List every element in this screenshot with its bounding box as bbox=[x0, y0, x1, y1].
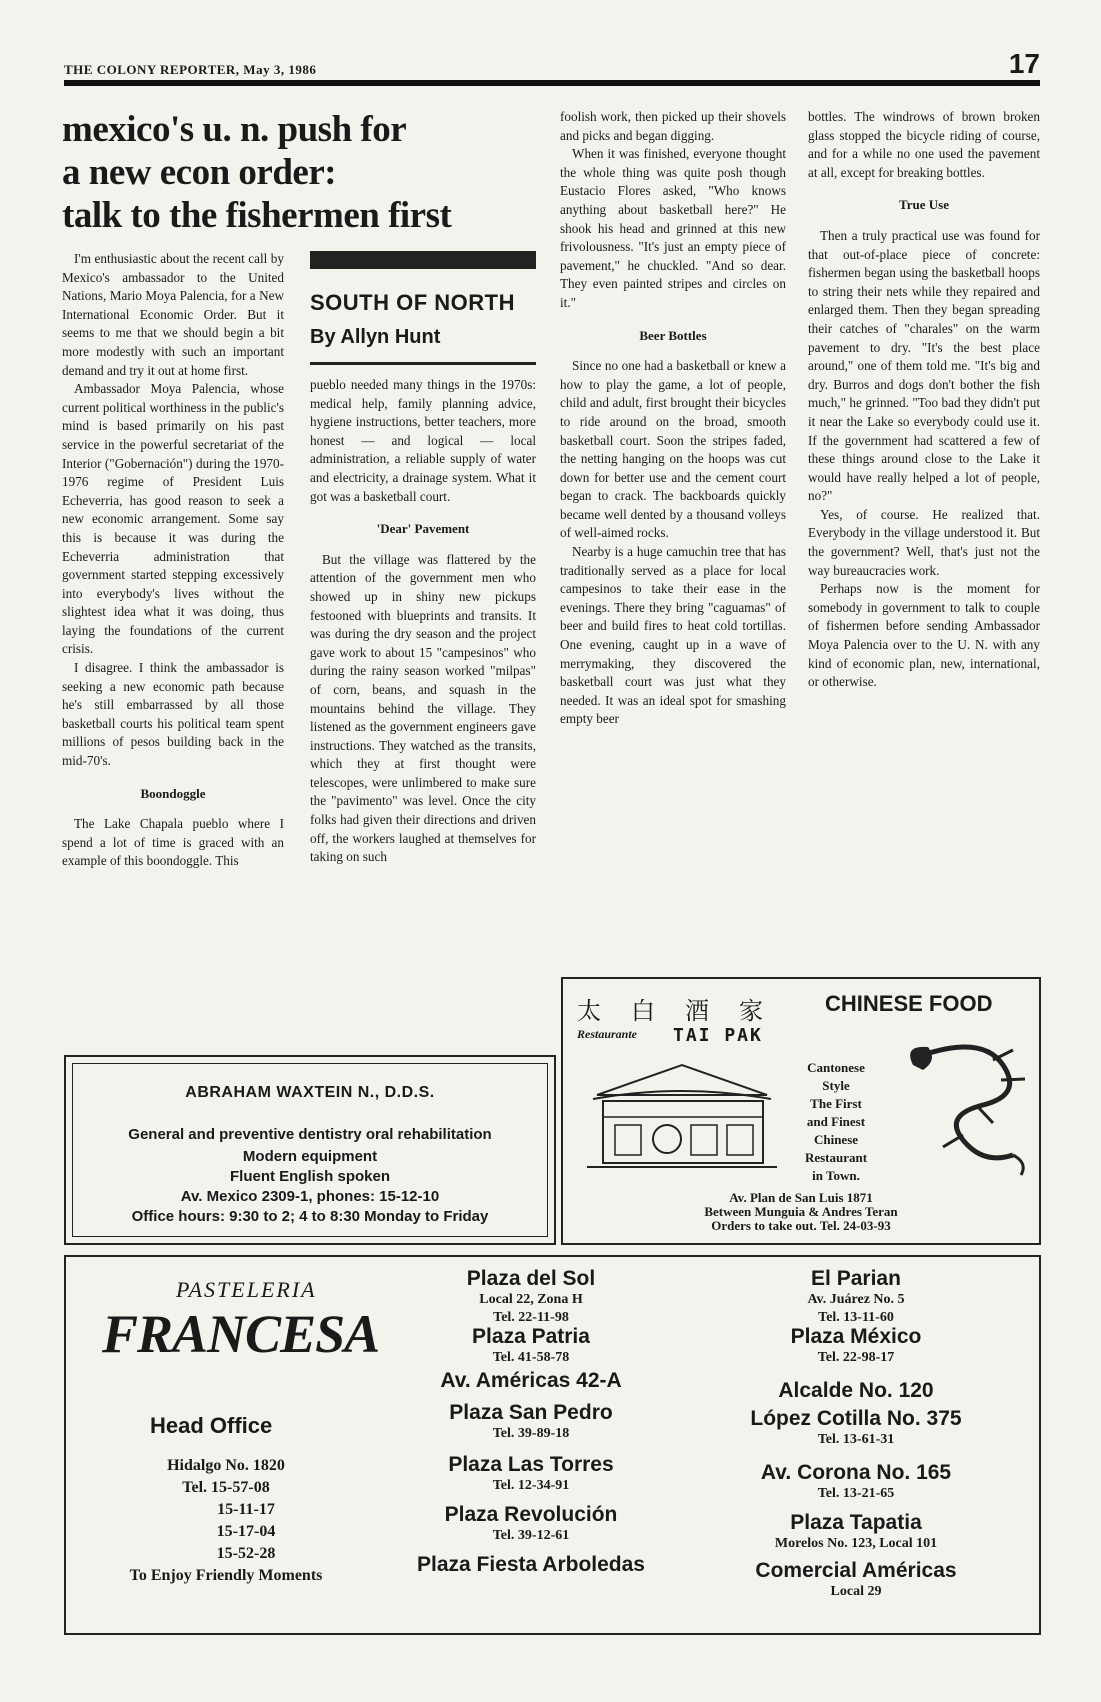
store-detail: Tel. 13-61-31 bbox=[817, 1432, 895, 1447]
store-detail: Tel. 22-11-98 bbox=[493, 1310, 569, 1325]
address-line: Tel. 15-57-08 bbox=[182, 1479, 270, 1496]
head-office-address bbox=[106, 1455, 346, 1587]
store-location bbox=[696, 1407, 1016, 1449]
paragraph: The Lake Chapala pueblo where I spend a lot of time is graced with an example of this boondoggle. This bbox=[62, 816, 284, 869]
restaurant-address bbox=[563, 1191, 1039, 1233]
subhead: Beer Bottles bbox=[639, 327, 707, 343]
column-header-bar bbox=[310, 251, 536, 269]
store-name: Plaza del Sol bbox=[466, 1267, 596, 1290]
desc-line: Style bbox=[822, 1078, 850, 1093]
store-detail: Local 22, Zona H bbox=[479, 1292, 583, 1307]
subhead: Boondoggle bbox=[140, 785, 206, 801]
chinese-characters: 太白酒家 bbox=[577, 997, 793, 1025]
paragraph: Then a truly practical use was found for that out-of-place piece of concrete: fishermen began using the basketball hoops to string their nets while they repaired and enlarged them. Then they began spreading their catches of "charales" on the warm pavement to dry. "It's the best place around," one of them told me. "It's big and dry. Burros and dogs don't bother the fish much," he grinned. "Too bad they didn't put it near the Lake so everybody could use it. If the government had scattered a few of these things around close to the Lake it would have really helped a lot of people, no?" bbox=[808, 227, 1040, 504]
store-name: Plaza Revolución bbox=[444, 1503, 618, 1526]
store-location bbox=[696, 1267, 1016, 1327]
dentist-line: Av. Mexico 2309-1, phones: 15-12-10 bbox=[180, 1188, 440, 1205]
article-column-4 bbox=[808, 108, 1040, 692]
dragon-illustration bbox=[893, 1035, 1033, 1185]
store-name: Plaza Tapatia bbox=[790, 1511, 922, 1534]
dentist-ad-inner-border bbox=[72, 1063, 548, 1237]
store-location bbox=[696, 1511, 1016, 1553]
store-name: El Parian bbox=[811, 1267, 901, 1290]
store-location bbox=[386, 1267, 676, 1327]
head-office-title: Head Office bbox=[150, 1413, 273, 1438]
store-location bbox=[696, 1325, 1016, 1367]
paragraph: Yes, of course. He realized that. Everybody in the village understood it. But the government? Well, that's just not the way bureaucracies work. bbox=[808, 506, 1040, 578]
store-detail: Av. Juárez No. 5 bbox=[807, 1292, 905, 1307]
store-location bbox=[386, 1553, 676, 1577]
store-name: Alcalde No. 120 bbox=[778, 1379, 934, 1402]
store-location bbox=[386, 1453, 676, 1495]
paragraph: foolish work, then picked up their shovels and picks and began digging. bbox=[560, 109, 786, 143]
article-column-2 bbox=[310, 376, 536, 867]
subhead: 'Dear' Pavement bbox=[376, 521, 470, 537]
column-title: SOUTH OF NORTH bbox=[310, 290, 515, 315]
dentist-line: Modern equipment bbox=[242, 1148, 378, 1165]
chinese-food-title: CHINESE FOOD bbox=[825, 991, 993, 1016]
store-detail: Tel. 12-34-91 bbox=[492, 1478, 570, 1493]
store-detail: Tel. 13-21-65 bbox=[817, 1486, 895, 1501]
headline-line: talk to the fishermen first bbox=[62, 195, 452, 236]
desc-line: Cantonese bbox=[807, 1060, 865, 1075]
store-detail: Local 29 bbox=[830, 1584, 882, 1599]
desc-line: in Town. bbox=[812, 1168, 860, 1183]
address-line: Hidalgo No. 1820 bbox=[167, 1457, 285, 1474]
paragraph: But the village was flattered by the attention of the government men who showed up in shiny new pickups festooned with blueprints and transits. It was during the dry season and the project gave work to about 15 "campesinos" who during the rainy season worked "milpas" of corn, beans, and squash in the mountains behind the village. They listened as the government engineers gave instructions. They watched as the transits, which they at first thought were telescopes, were unlimbered to make sure the "pavimento" was level. Once the city folks had given their directions and driven off, the workers laughed at themselves for taking on such bbox=[310, 551, 536, 865]
store-detail: Tel. 41-58-78 bbox=[492, 1350, 570, 1365]
desc-line: Restaurant bbox=[804, 1150, 868, 1165]
paragraph: Ambassador Moya Palencia, whose current political worthiness in the public's mind is based primarily on his past service in the powerful secretariat of the Interior ("Gobernación") during the 1970-1976 regime of President Luis Echeverria, has good reason to seek a new economic arrangement. Some say this is because it was during the Echeverria administration that government started stepping excessively into everybody's lives without the slightest idea what it was doing, thus laying the foundations of the current crisis. bbox=[62, 381, 284, 657]
publication-line: THE COLONY REPORTER, May 3, 1986 bbox=[64, 62, 317, 77]
restaurant-building-illustration bbox=[587, 1055, 777, 1175]
store-location bbox=[386, 1401, 676, 1443]
store-name: Comercial Américas bbox=[755, 1559, 957, 1582]
store-detail: Tel. 39-89-18 bbox=[492, 1426, 570, 1441]
store-name: Av. Américas 42-A bbox=[440, 1369, 622, 1392]
paragraph: pueblo needed many things in the 1970s: medical help, family planning advice, hygiene instructions, better teachers, more honest — and logical — local administration, a reliable supply of water and electricity, a drainage system. What it got was a basketball court. bbox=[310, 377, 536, 504]
desc-line: and Finest bbox=[806, 1114, 866, 1129]
paragraph: Since no one had a basketball or knew a how to play the game, a lot of people, child and adult, first brought their bicycles to ride around on the broad, smooth basketball court. Soon the stripes faded, the netting hanging on the hoops was cut down for better use and the cement court began to crack. The backboards quickly became well dented by a thousand volleys of well-aimed rocks. bbox=[560, 358, 786, 541]
pasteleria-logo-small: PASTELERIA bbox=[176, 1277, 317, 1302]
page-number: 17 bbox=[1008, 48, 1040, 79]
address-line: Orders to take out. Tel. 24-03-93 bbox=[711, 1218, 891, 1233]
store-name: Plaza San Pedro bbox=[449, 1401, 613, 1424]
store-name: Plaza México bbox=[790, 1325, 922, 1348]
dentist-name: ABRAHAM WAXTEIN N., D.D.S. bbox=[185, 1084, 435, 1101]
dentist-line: Fluent English spoken bbox=[229, 1168, 390, 1185]
address-line: 15-11-17 bbox=[217, 1501, 275, 1518]
paragraph: I disagree. I think the ambassador is seeking a new economic path because he's still embarrassed by all those basketball courts his political team spent millions of pesos building back in the mid-70's. bbox=[62, 660, 284, 769]
chinese-food-ad bbox=[561, 977, 1041, 1245]
paragraph: Nearby is a huge camuchin tree that has traditionally served as a place for local campesinos to take their ease in the evenings. There they bring "caguamas" of beer and build fires to heat cold tortillas. One evening, caught up in a wave of merrymaking, they discovered the basketball court was just what they needed. It was an ideal spot for smashing empty beer bbox=[560, 544, 786, 727]
store-name: Av. Corona No. 165 bbox=[760, 1461, 952, 1484]
headline-line: mexico's u. n. push for bbox=[62, 109, 407, 150]
paragraph: Perhaps now is the moment for somebody in government to talk to couple of fishermen before sending Ambassador Moya Palencia over to the U. N. with any kind of economic plan, new, international, or otherwise. bbox=[808, 581, 1040, 690]
desc-line: The First bbox=[810, 1096, 862, 1111]
store-location bbox=[386, 1369, 676, 1393]
masthead bbox=[64, 48, 1040, 82]
tai-pak-brand: TAI PAK bbox=[673, 1025, 763, 1046]
store-location bbox=[696, 1461, 1016, 1503]
store-name: Plaza Fiesta Arboledas bbox=[417, 1553, 645, 1576]
tagline: To Enjoy Friendly Moments bbox=[129, 1567, 323, 1584]
store-detail: Tel. 22-98-17 bbox=[817, 1350, 895, 1365]
restaurant-description bbox=[781, 1059, 891, 1185]
paragraph: bottles. The windrows of brown broken glass stopped the bicycle riding of course, and for a while no one used the pavement at all, except for breaking bottles. bbox=[808, 109, 1040, 180]
article-column-3 bbox=[560, 108, 786, 729]
store-location bbox=[386, 1503, 676, 1545]
paragraph: When it was finished, everyone thought the whole thing was quite posh though Eustacio Flores asked, "Who knows anything about basketball here?" He shook his head and grinned at this new frivolousness. "It's just an empty piece of pavement," he chuckled. "And so dear. They even painted stripes and circles on it." bbox=[560, 146, 786, 310]
store-name: Plaza Las Torres bbox=[448, 1453, 614, 1476]
column-header-rule bbox=[310, 362, 536, 365]
dentist-line: Office hours: 9:30 to 2; 4 to 8:30 Monday to Friday bbox=[131, 1208, 489, 1225]
dentist-ad bbox=[64, 1055, 556, 1245]
desc-line: Chinese bbox=[813, 1132, 859, 1147]
headline-line: a new econ order: bbox=[62, 152, 337, 193]
address-line: Av. Plan de San Luis 1871 bbox=[729, 1190, 873, 1205]
store-detail: Morelos No. 123, Local 101 bbox=[774, 1536, 938, 1551]
byline: By Allyn Hunt bbox=[310, 326, 441, 348]
headline bbox=[62, 108, 462, 237]
store-name: Plaza Patria bbox=[472, 1325, 590, 1348]
paragraph: I'm enthusiastic about the recent call by Mexico's ambassador to the United Nations, Mario Moya Palencia, for a New International Economic Order. But it seems to me that we should begin a bit more modestly with such an important demand and try it out at home first. bbox=[62, 251, 284, 378]
address-line: Between Munguia & Andres Teran bbox=[704, 1204, 898, 1219]
store-location bbox=[386, 1325, 676, 1367]
article-column-1 bbox=[62, 250, 284, 871]
store-location bbox=[696, 1379, 1016, 1403]
address-line: 15-52-28 bbox=[216, 1545, 276, 1562]
subhead: True Use bbox=[899, 197, 949, 213]
address-line: 15-17-04 bbox=[216, 1523, 276, 1540]
restaurante-label: Restaurante bbox=[577, 1027, 638, 1041]
masthead-rule bbox=[64, 80, 1040, 86]
store-detail: Tel. 39-12-61 bbox=[492, 1528, 570, 1543]
pasteleria-francesa-ad bbox=[64, 1255, 1041, 1635]
dentist-line: General and preventive dentistry oral rehabilitation bbox=[128, 1126, 492, 1143]
store-name: López Cotilla No. 375 bbox=[750, 1407, 962, 1430]
store-location bbox=[696, 1559, 1016, 1601]
store-detail: Tel. 13-11-60 bbox=[818, 1310, 894, 1325]
francesa-logo: FRANCESA bbox=[102, 1304, 380, 1364]
